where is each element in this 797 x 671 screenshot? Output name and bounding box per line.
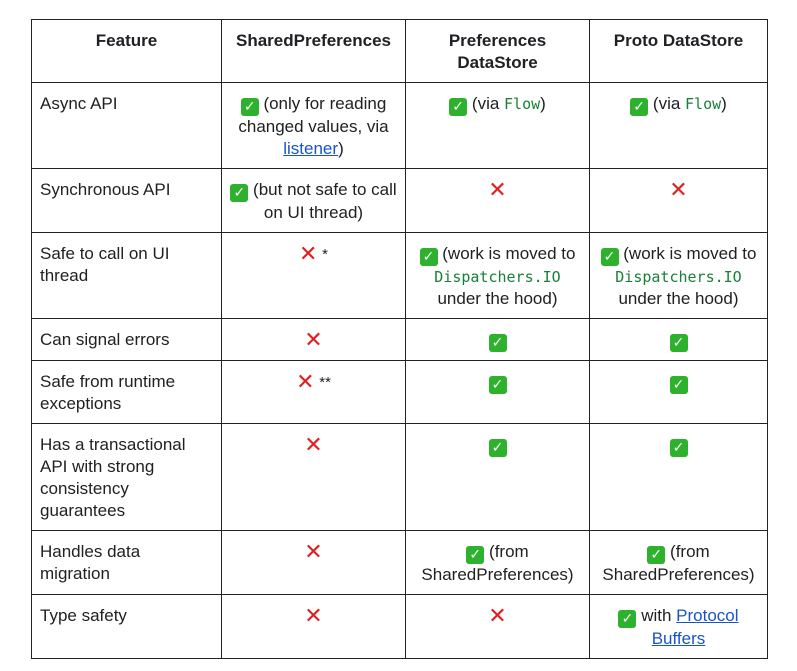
check-icon: ✓ [489,334,507,352]
proto-datastore-cell [590,531,768,595]
cell-text: ) [540,94,546,113]
cell-text: with [641,606,677,625]
feature-cell: Handles data migration [32,531,222,595]
cell-text: (via [652,94,686,113]
feature-cell: Async API [32,83,222,169]
shared-preferences-cell [222,169,406,233]
proto-datastore-cell [590,169,768,233]
doc-link[interactable]: listener [283,139,339,158]
header-shared-preferences: SharedPreferences [222,20,406,83]
preferences-datastore-cell [406,531,590,595]
preferences-datastore-cell [406,83,590,169]
code-text: Flow [685,95,722,113]
check-icon: ✓ [630,98,648,116]
feature-cell: Type safety [32,595,222,659]
table-row [32,83,768,169]
cross-icon: ✕ [304,328,323,353]
proto-datastore-cell [590,233,768,319]
table-row [32,424,768,531]
shared-preferences-cell [222,233,406,319]
check-icon: ✓ [618,610,636,628]
cell-text: (work is moved to [442,244,576,263]
feature-cell: Synchronous API [32,169,222,233]
table-row [32,595,768,659]
check-icon: ✓ [670,439,688,457]
table-row [32,319,768,361]
header-proto-datastore: Proto DataStore [590,20,768,83]
cross-icon: ✕ [304,604,323,629]
check-icon: ✓ [420,248,438,266]
table-row [32,169,768,233]
comparison-table [31,19,768,659]
shared-preferences-cell [222,83,406,169]
preferences-datastore-cell [406,319,590,361]
shared-preferences-cell [222,361,406,424]
feature-cell: Has a transactional API with strong consistency guarantees [32,424,222,531]
cross-icon: ✕ [296,370,315,395]
proto-datastore-cell [590,595,768,659]
cell-text: (work is moved to [623,244,757,263]
check-icon: ✓ [230,184,248,202]
header-row [32,20,768,83]
cross-icon: ✕ [669,178,688,203]
cross-icon: ✕ [304,540,323,565]
check-icon: ✓ [601,248,619,266]
cell-text: under the hood) [437,289,558,308]
cell-text: (via [471,94,505,113]
preferences-datastore-cell [406,169,590,233]
cell-text: (but not safe to call on UI thread) [253,180,397,222]
cell-text: (only for reading changed values, via [238,94,389,136]
table-row [32,233,768,319]
proto-datastore-cell [590,319,768,361]
proto-datastore-cell [590,361,768,424]
table-row [32,361,768,424]
cross-icon: ✕ [298,242,318,267]
check-icon: ✓ [647,546,665,564]
cell-text: ) [721,94,727,113]
cross-icon: ✕ [488,604,507,629]
check-icon: ✓ [449,98,467,116]
code-text: Dispatchers.IO [615,268,742,286]
shared-preferences-cell [222,531,406,595]
header-preferences-datastore: Preferences DataStore [406,20,590,83]
check-icon: ✓ [466,546,484,564]
check-icon: ✓ [489,376,507,394]
check-icon: ✓ [489,439,507,457]
code-text: Flow [504,95,541,113]
check-icon: ✓ [241,98,259,116]
shared-preferences-cell [222,319,406,361]
proto-datastore-cell [590,424,768,531]
cell-text: (from SharedPreferences) [602,542,755,584]
check-icon: ✓ [670,376,688,394]
preferences-datastore-cell [406,424,590,531]
feature-cell: Safe from runtime exceptions [32,361,222,424]
feature-cell: Safe to call on UI thread [32,233,222,319]
header-feature: Feature [32,20,222,83]
shared-preferences-cell [222,424,406,531]
footnote-marker: ** [319,374,331,391]
preferences-datastore-cell [406,233,590,319]
cell-text: under the hood) [618,289,739,308]
feature-cell: Can signal errors [32,319,222,361]
cell-text: (from SharedPreferences) [421,542,574,584]
footnote-marker: * [322,246,328,263]
cell-text: ) [338,139,344,158]
proto-datastore-cell [590,83,768,169]
cross-icon: ✕ [304,433,323,458]
table-row [32,531,768,595]
preferences-datastore-cell [406,361,590,424]
preferences-datastore-cell [406,595,590,659]
cross-icon: ✕ [488,178,507,203]
code-text: Dispatchers.IO [434,268,561,286]
check-icon: ✓ [670,334,688,352]
shared-preferences-cell [222,595,406,659]
doc-link[interactable]: Protocol Buffers [651,606,739,648]
